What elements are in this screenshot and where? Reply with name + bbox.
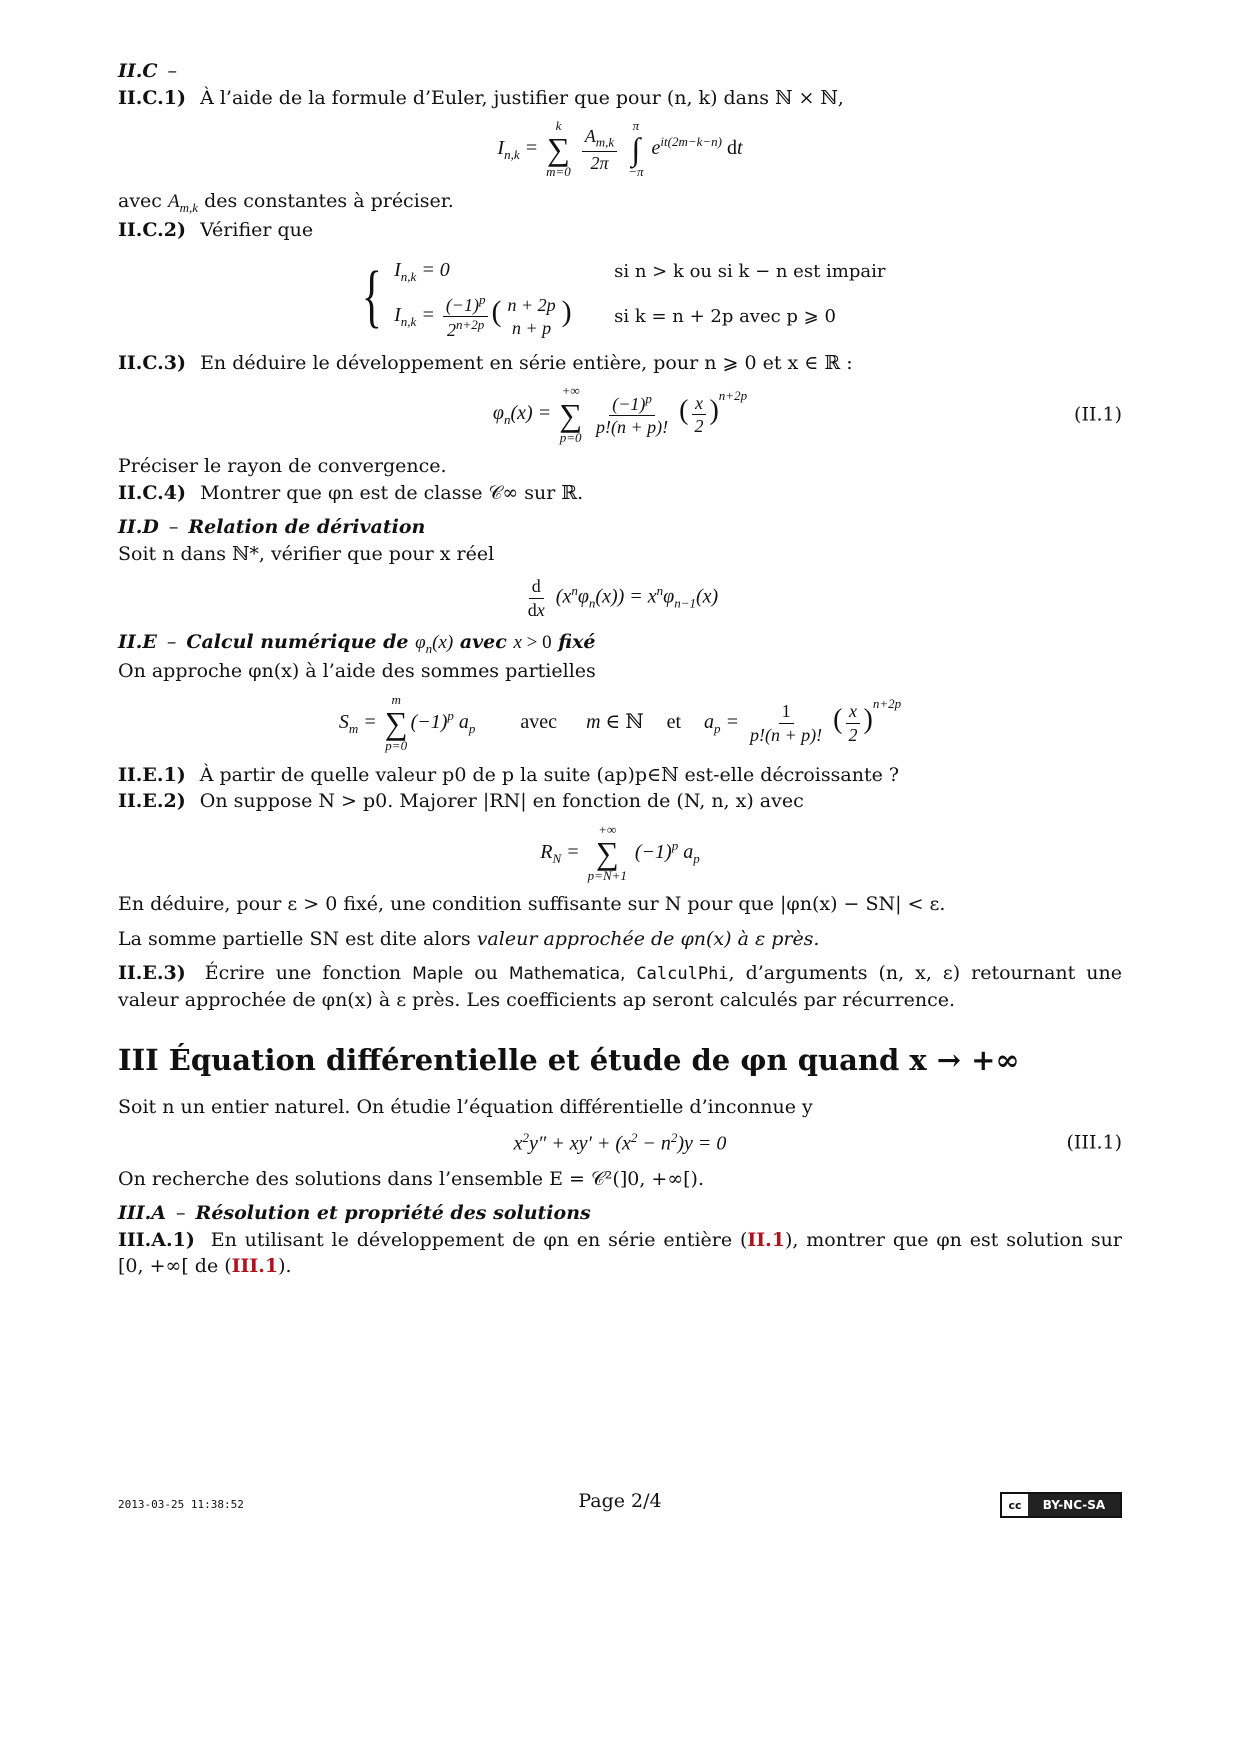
question-text: Montrer que φn est de classe 𝒞∞ sur ℝ. — [200, 481, 584, 504]
equation-partial-sums: $S_m$ = m ∑ p=0 $(-1)^p$ $a_p$ avec m ∈ ℕ et $a_p$ = $\frac{1}{p!(n + p)!}$ ( $\frac{x}{2}$ )$^{n+2p}$ — [338, 691, 902, 754]
part3-after: On recherche des solutions dans l’ensemble E = 𝒞²(]0, +∞[). — [118, 1167, 705, 1190]
question-iie1 — [118, 762, 1122, 789]
part-title: III Équation différentielle et étude de φn quand x → +∞ — [118, 1042, 1020, 1077]
part3-intro: Soit n un entier naturel. On étudie l’équation différentielle d’inconnue y — [118, 1096, 813, 1119]
page-number: Page 2/4 — [578, 1490, 662, 1512]
section-label: II.D — [118, 516, 159, 539]
cc-icon: cc — [1002, 1494, 1028, 1516]
page-footer — [118, 1490, 1122, 1520]
question-label: II.E.3) — [118, 962, 186, 985]
equation-remainder: $R_N$ = +∞ ∑ p=N+1 $(-1)^p$ $a_p$ — [540, 821, 700, 883]
section-label: III.A — [118, 1202, 167, 1225]
question-text: On suppose N > p0. Majorer |RN| en fonction de (N, n, x) avec — [199, 790, 804, 813]
equation-integral: $I_{n,k}$ = k ∑ m=0 $\frac{A_{m,k}}{2\pi}$ π ∫ −π $e^{it(2m-k-n)}$ dt — [497, 118, 743, 180]
section-heading-iid: II.D – Relation de dérivation — [118, 516, 426, 539]
question-iie2-after: En déduire, pour ε > 0 fixé, une condition suffisante sur N pour que |φn(x) − SN| < ε. — [118, 893, 946, 916]
question-label: II.E.2) — [118, 790, 186, 813]
question-label: II.C.2) — [118, 218, 187, 241]
section-heading-iiia: III.A – Résolution et propriété des solutions — [118, 1202, 591, 1225]
question-text: À partir de quelle valeur p0 de p la suite (ap)p∈ℕ est-elle décroissante ? — [199, 763, 900, 786]
license-text: BY-NC-SA — [1042, 1498, 1106, 1512]
question-label: II.C.1) — [118, 86, 187, 109]
question-iiia1: III.A.1) En utilisant le développement de φn en série entière (II.1), montrer que φn est solution sur [0, +∞[ de (III.1). — [118, 1228, 1122, 1278]
section-title-c: fixé — [558, 631, 596, 654]
iid-intro: Soit n dans ℕ*, vérifier que pour x réel — [118, 542, 495, 565]
question-text: En déduire le développement en série entière, pour n ⩾ 0 et x ∈ ℝ : — [200, 351, 853, 374]
footer-date: 2013-03-25 11:38:52 — [118, 1498, 244, 1511]
license-badge[interactable] — [1000, 1492, 1122, 1518]
section-heading-iie: II.E – Calcul numérique de $\varphi_n(x)$ avec x > 0 fixé — [118, 631, 596, 657]
question-label: II.C.3) — [118, 351, 187, 374]
iie-note-emphasis: valeur approchée de φn(x) à ε près. — [476, 927, 820, 950]
word-avec: avec — [520, 710, 558, 733]
section-title: Relation de dérivation — [188, 516, 426, 539]
condition-2: si k = n + 2p avec p ⩾ 0 — [614, 305, 836, 327]
question-text: Vérifier que — [200, 218, 314, 241]
condition-1: si n > k ou si k − n est impair — [614, 260, 886, 282]
software-maple: Maple — [412, 964, 464, 985]
equation-series: $\varphi_n(x)$ = +∞ ∑ p=0 $\frac{(-1)^p}{p!(n + p)!}$ ( $\frac{x}{2}$ )$^{n+2p}$ (II.1) — [492, 383, 1122, 445]
equation-derivative: $\frac{d}{dx}$ $(x^n\varphi_n(x)) = x^n\varphi_{n-1}(x)$ — [527, 576, 719, 620]
word-et: et — [666, 710, 682, 733]
ref-link-iii1[interactable]: III.1 — [231, 1255, 279, 1278]
question-iic3 — [118, 350, 1122, 377]
equation-system: { $I_{n,k} = 0$ si n > k ou si k − n est impair $I_{n,k}$ = $\frac{(-1)^p}{2^{n+2p}}$ ( n + 2p n + p ) si k = n + 2p avec p ⩾ 0 — [361, 257, 886, 341]
iie-note: La somme partielle SN est dite alors valeur approchée de φn(x) à ε près. — [118, 927, 820, 950]
question-iie3: II.E.3) Écrire une fonction Maple ou Mathematica, CalculPhi, d’arguments (n, x, ε) retournant une valeur approchée de φn(x) à ε près. Les coefficients ap seront calculés par récurrence. — [118, 962, 1123, 1012]
question-text: À l’aide de la formule d’Euler, justifier que pour (n, k) dans ℕ × ℕ, — [200, 86, 844, 109]
question-iic1 — [118, 85, 1122, 112]
equation-bessel: $x^2y'' + xy' + (x^2 - n^2)y = 0$ (III.1) — [513, 1130, 1122, 1155]
section-title-b: avec — [459, 631, 507, 654]
section-title-a: Calcul numérique de — [186, 631, 409, 654]
equation-number: (II.1) — [1074, 403, 1122, 426]
question-label: II.C.4) — [118, 481, 187, 504]
equation-number: (III.1) — [1066, 1132, 1122, 1155]
section-label: II.C — [118, 60, 158, 82]
question-label: III.A.1) — [118, 1228, 195, 1251]
document-page — [118, 58, 1122, 1280]
function-name: CalculPhi — [636, 964, 729, 985]
section-label: II.E — [118, 631, 157, 654]
ref-link-ii1[interactable]: II.1 — [747, 1228, 785, 1251]
question-iic1-after: avec $A_{m,k}$ des constantes à préciser. — [118, 189, 454, 215]
section-heading-iic: II.C – — [118, 60, 178, 82]
software-mathematica: Mathematica, — [508, 964, 626, 985]
question-label: II.E.1) — [118, 763, 186, 786]
question-iic2 — [118, 217, 1122, 244]
section-title: Résolution et propriété des solutions — [195, 1202, 591, 1225]
question-iie2 — [118, 788, 1122, 815]
question-iic3-after: Préciser le rayon de convergence. — [118, 454, 447, 477]
iie-intro: On approche φn(x) à l’aide des sommes partielles — [118, 660, 596, 683]
question-iic4 — [118, 480, 1122, 507]
